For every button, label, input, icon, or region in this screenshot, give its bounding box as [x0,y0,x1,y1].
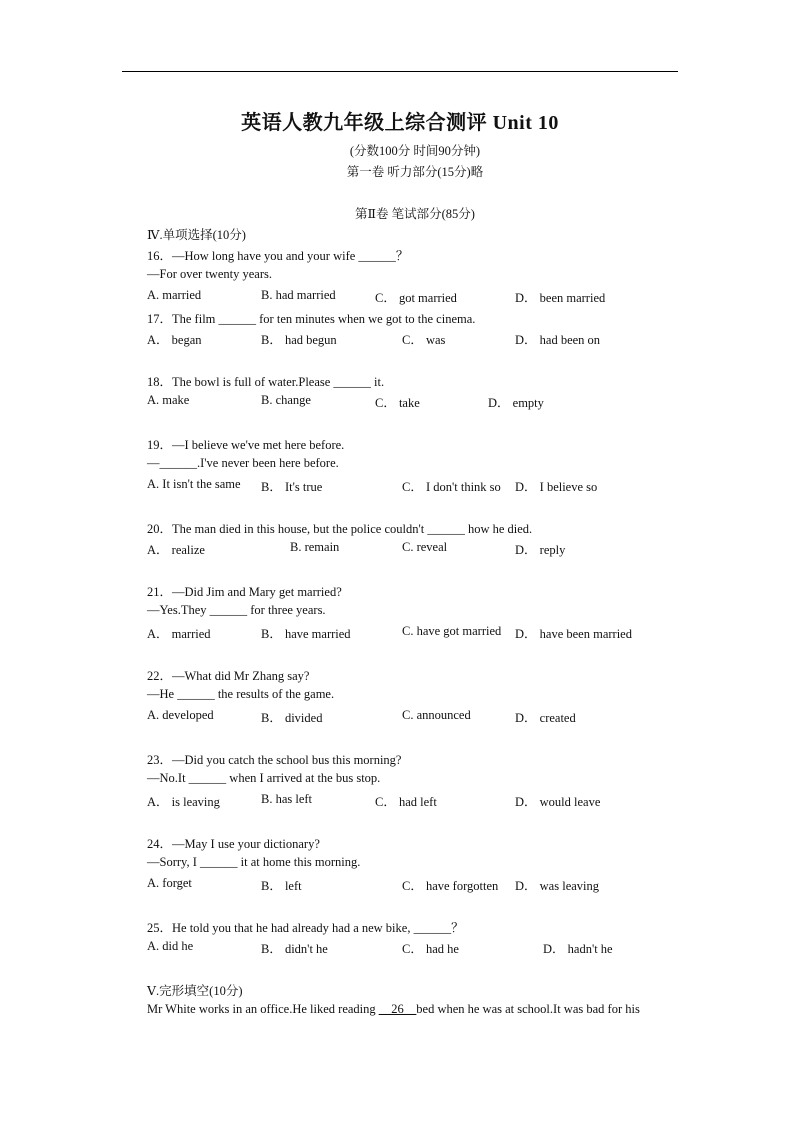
subtitle: (分数100分 时间90分钟) [349,144,481,158]
cloze-blank-26[interactable]: __26__ [378,1002,417,1016]
option-d[interactable]: D． created [515,711,576,725]
option-b[interactable]: B． didn't he [261,942,328,956]
question-answer-line: —Sorry, I ______ it at home this morning. [147,855,361,869]
option-a[interactable]: A. did he [147,939,194,953]
option-b[interactable]: B． It's true [261,480,323,494]
option-a[interactable]: A. developed [147,708,214,722]
option-a[interactable]: A. married [147,288,202,302]
header-rule [122,71,678,72]
section-1-heading: 第一卷 听力部分(15分)略 [346,165,484,179]
option-c[interactable]: C． I don't think so [402,480,501,494]
option-c[interactable]: C. announced [402,708,471,722]
option-d[interactable]: D． empty [488,396,544,410]
option-a[interactable]: A． began [147,333,202,347]
question-stem: 19．—I believe we've met here before. [147,438,345,452]
question-stem: 17．The film ______ for ten minutes when we got to the cinema. [147,312,476,326]
part-5-heading: Ⅴ.完形填空(10分) [147,984,243,998]
option-a[interactable]: A． is leaving [147,795,220,809]
option-row [147,393,687,409]
question-stem: 25．He told you that he had already had a new bike, ______？ [147,921,464,935]
option-row [147,624,687,640]
option-row [147,708,687,724]
option-row [147,876,687,892]
option-d[interactable]: D． reply [515,543,566,557]
option-c[interactable]: C． had he [402,942,459,956]
page-title: 英语人教九年级上综合测评 Unit 10 [241,112,559,134]
option-d[interactable]: D． would leave [515,795,601,809]
part-4-heading: Ⅳ.单项选择(10分) [147,228,246,242]
option-c[interactable]: C． was [402,333,446,347]
option-d[interactable]: D． hadn't he [543,942,613,956]
option-row [147,288,687,304]
question-stem: 20．The man died in this house, but the police couldn't ______ how he died. [147,522,533,536]
option-d[interactable]: D． had been on [515,333,601,347]
option-a[interactable]: A. It isn't the same [147,477,241,491]
option-row [147,330,687,346]
option-a[interactable]: A. make [147,393,190,407]
question-stem: 22．—What did Mr Zhang say? [147,669,310,683]
option-c[interactable]: C． had left [375,795,437,809]
option-b[interactable]: B. had married [261,288,336,302]
cloze-text-after: bed when he was at school.It was bad for his [416,1002,640,1016]
option-c[interactable]: C． got married [375,291,457,305]
option-a[interactable]: A． married [147,627,211,641]
question-answer-line: —For over twenty years. [147,267,272,281]
option-b[interactable]: B． have married [261,627,351,641]
question-stem: 21．—Did Jim and Mary get married? [147,585,342,599]
option-b[interactable]: B． had begun [261,333,337,347]
option-d[interactable]: D． been married [515,291,606,305]
option-c[interactable]: C． have forgotten [402,879,499,893]
option-c[interactable]: C． take [375,396,420,410]
cloze-passage-line [147,1002,640,1017]
question-answer-line: —He ______ the results of the game. [147,687,335,701]
cloze-text-before: Mr White works in an office.He liked reading [147,1002,379,1016]
question-stem: 23．—Did you catch the school bus this morning? [147,753,402,767]
option-d[interactable]: D． was leaving [515,879,600,893]
option-c[interactable]: C. have got married [402,624,502,638]
option-a[interactable]: A． realize [147,543,205,557]
question-answer-line: —No.It ______ when I arrived at the bus stop. [147,771,381,785]
option-row [147,477,687,493]
option-b[interactable]: B. remain [290,540,340,554]
option-c[interactable]: C. reveal [402,540,448,554]
option-a[interactable]: A. forget [147,876,192,890]
question-stem: 24．—May I use your dictionary? [147,837,320,851]
option-b[interactable]: B． divided [261,711,323,725]
option-b[interactable]: B. change [261,393,311,407]
option-b[interactable]: B. has left [261,792,313,806]
question-answer-line: —______.I've never been here before. [147,456,339,470]
option-row [147,939,687,955]
question-stem: 18．The bowl is full of water.Please ______ it. [147,375,385,389]
question-stem: 16．—How long have you and your wife ______？ [147,249,409,263]
option-row [147,540,687,556]
option-b[interactable]: B． left [261,879,302,893]
question-answer-line: —Yes.They ______ for three years. [147,603,326,617]
section-2-heading: 第Ⅱ卷 笔试部分(85分) [355,207,475,221]
option-d[interactable]: D． have been married [515,627,632,641]
option-d[interactable]: D． I believe so [515,480,598,494]
option-row [147,792,687,808]
